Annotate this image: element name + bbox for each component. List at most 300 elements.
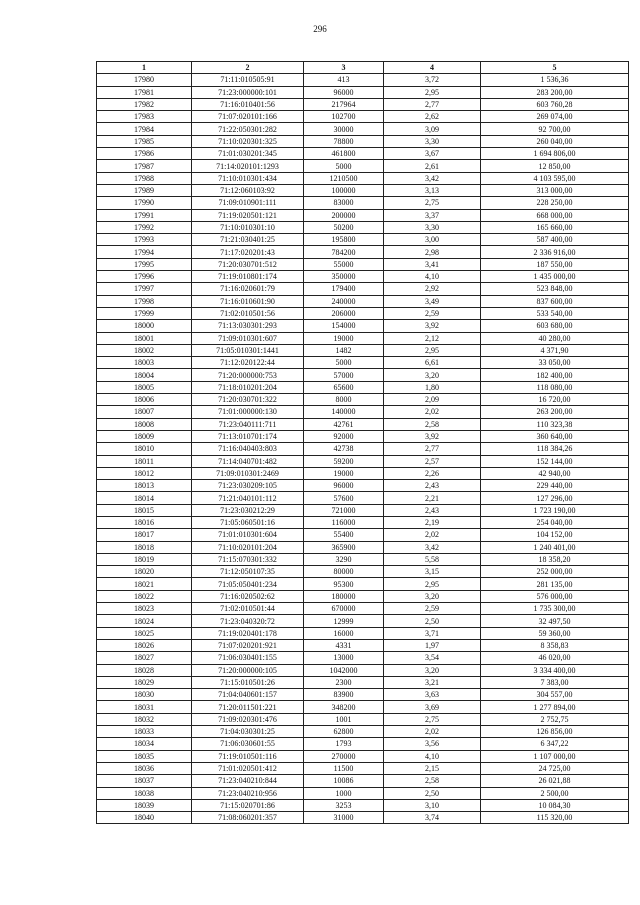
area-cell: 217964 bbox=[304, 98, 384, 110]
area-cell: 140000 bbox=[304, 406, 384, 418]
area-cell: 1482 bbox=[304, 344, 384, 356]
row-number-cell: 18036 bbox=[97, 762, 192, 774]
cadastral-number-cell: 71:04:040601:157 bbox=[192, 689, 304, 701]
cadastral-number-cell: 71:17:020201:43 bbox=[192, 246, 304, 258]
area-cell: 270000 bbox=[304, 750, 384, 762]
cadastral-number-cell: 71:23:040111:711 bbox=[192, 418, 304, 430]
row-number-cell: 18034 bbox=[97, 738, 192, 750]
row-number-cell: 18006 bbox=[97, 394, 192, 406]
area-cell: 16000 bbox=[304, 627, 384, 639]
area-cell: 31000 bbox=[304, 812, 384, 824]
cadastral-number-cell: 71:09:010901:111 bbox=[192, 197, 304, 209]
table-row bbox=[97, 418, 629, 430]
table-row bbox=[97, 455, 629, 467]
area-cell: 59200 bbox=[304, 455, 384, 467]
rate-cell: 3,63 bbox=[384, 689, 481, 701]
row-number-cell: 17990 bbox=[97, 197, 192, 209]
row-number-cell: 18035 bbox=[97, 750, 192, 762]
cadastral-number-cell: 71:12:050107:35 bbox=[192, 566, 304, 578]
value-cell: 1 240 401,00 bbox=[481, 541, 629, 553]
table-row bbox=[97, 467, 629, 479]
row-number-cell: 18038 bbox=[97, 787, 192, 799]
cadastral-number-cell: 71:14:020101:1293 bbox=[192, 160, 304, 172]
value-cell: 59 360,00 bbox=[481, 627, 629, 639]
rate-cell: 3,92 bbox=[384, 430, 481, 442]
value-cell: 281 135,00 bbox=[481, 578, 629, 590]
table-row bbox=[97, 148, 629, 160]
value-cell: 2 500,00 bbox=[481, 787, 629, 799]
cadastral-number-cell: 71:01:030201:345 bbox=[192, 148, 304, 160]
cadastral-number-cell: 71:05:010301:1441 bbox=[192, 344, 304, 356]
cadastral-number-cell: 71:09:010301:2469 bbox=[192, 467, 304, 479]
row-number-cell: 18022 bbox=[97, 590, 192, 602]
rate-cell: 3,30 bbox=[384, 135, 481, 147]
value-cell: 40 280,00 bbox=[481, 332, 629, 344]
row-number-cell: 18032 bbox=[97, 713, 192, 725]
row-number-cell: 18019 bbox=[97, 553, 192, 565]
value-cell: 1 435 000,00 bbox=[481, 271, 629, 283]
table-row bbox=[97, 639, 629, 651]
table-row bbox=[97, 541, 629, 553]
row-number-cell: 18016 bbox=[97, 516, 192, 528]
table-row bbox=[97, 590, 629, 602]
value-cell: 4 103 595,00 bbox=[481, 172, 629, 184]
value-cell: 313 000,00 bbox=[481, 184, 629, 196]
area-cell: 96000 bbox=[304, 86, 384, 98]
row-number-cell: 18026 bbox=[97, 639, 192, 651]
table-row bbox=[97, 221, 629, 233]
row-number-cell: 17988 bbox=[97, 172, 192, 184]
row-number-cell: 17994 bbox=[97, 246, 192, 258]
area-cell: 57000 bbox=[304, 369, 384, 381]
value-cell: 182 400,00 bbox=[481, 369, 629, 381]
value-cell: 33 050,00 bbox=[481, 357, 629, 369]
area-cell: 413 bbox=[304, 74, 384, 86]
row-number-cell: 18021 bbox=[97, 578, 192, 590]
table-row bbox=[97, 652, 629, 664]
cadastral-number-cell: 71:02:010501:56 bbox=[192, 307, 304, 319]
cadastral-number-cell: 71:15:010501:26 bbox=[192, 676, 304, 688]
cadastral-number-cell: 71:19:020401:178 bbox=[192, 627, 304, 639]
area-cell: 2300 bbox=[304, 676, 384, 688]
row-number-cell: 18023 bbox=[97, 603, 192, 615]
rate-cell: 1,97 bbox=[384, 639, 481, 651]
row-number-cell: 17991 bbox=[97, 209, 192, 221]
value-cell: 46 020,00 bbox=[481, 652, 629, 664]
table-row bbox=[97, 516, 629, 528]
value-cell: 533 540,00 bbox=[481, 307, 629, 319]
table-row bbox=[97, 234, 629, 246]
rate-cell: 2,58 bbox=[384, 418, 481, 430]
rate-cell: 3,15 bbox=[384, 566, 481, 578]
rate-cell: 3,20 bbox=[384, 369, 481, 381]
rate-cell: 2,62 bbox=[384, 111, 481, 123]
value-cell: 18 358,20 bbox=[481, 553, 629, 565]
rate-cell: 3,13 bbox=[384, 184, 481, 196]
row-number-cell: 18033 bbox=[97, 726, 192, 738]
area-cell: 195800 bbox=[304, 234, 384, 246]
table-row bbox=[97, 98, 629, 110]
cadastral-number-cell: 71:06:030601:55 bbox=[192, 738, 304, 750]
area-cell: 65600 bbox=[304, 381, 384, 393]
rate-cell: 2,59 bbox=[384, 307, 481, 319]
value-cell: 360 640,00 bbox=[481, 430, 629, 442]
cadastral-number-cell: 71:05:060501:16 bbox=[192, 516, 304, 528]
value-cell: 104 152,00 bbox=[481, 529, 629, 541]
table-row bbox=[97, 738, 629, 750]
area-cell: 1042000 bbox=[304, 664, 384, 676]
row-number-cell: 17992 bbox=[97, 221, 192, 233]
rate-cell: 2,02 bbox=[384, 406, 481, 418]
table-row bbox=[97, 480, 629, 492]
rate-cell: 2,26 bbox=[384, 467, 481, 479]
cadastral-number-cell: 71:19:010801:174 bbox=[192, 271, 304, 283]
table-row bbox=[97, 430, 629, 442]
rate-cell: 3,72 bbox=[384, 74, 481, 86]
rate-cell: 3,20 bbox=[384, 664, 481, 676]
row-number-cell: 17985 bbox=[97, 135, 192, 147]
table-row bbox=[97, 111, 629, 123]
row-number-cell: 18030 bbox=[97, 689, 192, 701]
area-cell: 461800 bbox=[304, 148, 384, 160]
rate-cell: 2,75 bbox=[384, 197, 481, 209]
value-cell: 603 760,28 bbox=[481, 98, 629, 110]
cadastral-number-cell: 71:06:030401:155 bbox=[192, 652, 304, 664]
cadastral-number-cell: 71:11:010505:91 bbox=[192, 74, 304, 86]
row-number-cell: 18008 bbox=[97, 418, 192, 430]
column-header-1: 1 bbox=[97, 62, 192, 74]
table-row bbox=[97, 172, 629, 184]
rate-cell: 2,50 bbox=[384, 787, 481, 799]
row-number-cell: 18024 bbox=[97, 615, 192, 627]
row-number-cell: 18017 bbox=[97, 529, 192, 541]
row-number-cell: 18013 bbox=[97, 480, 192, 492]
cadastral-number-cell: 71:23:000000:101 bbox=[192, 86, 304, 98]
area-cell: 1000 bbox=[304, 787, 384, 799]
table-row bbox=[97, 320, 629, 332]
value-cell: 668 000,00 bbox=[481, 209, 629, 221]
rate-cell: 3,10 bbox=[384, 799, 481, 811]
value-cell: 4 371,90 bbox=[481, 344, 629, 356]
cadastral-number-cell: 71:04:030301:25 bbox=[192, 726, 304, 738]
value-cell: 263 200,00 bbox=[481, 406, 629, 418]
area-cell: 1793 bbox=[304, 738, 384, 750]
cadastral-number-cell: 71:08:060201:357 bbox=[192, 812, 304, 824]
row-number-cell: 17998 bbox=[97, 295, 192, 307]
area-cell: 10086 bbox=[304, 775, 384, 787]
table-row bbox=[97, 615, 629, 627]
rate-cell: 3,09 bbox=[384, 123, 481, 135]
row-number-cell: 18037 bbox=[97, 775, 192, 787]
rate-cell: 2,02 bbox=[384, 529, 481, 541]
area-cell: 1001 bbox=[304, 713, 384, 725]
table-row bbox=[97, 726, 629, 738]
cadastral-number-cell: 71:23:040210:844 bbox=[192, 775, 304, 787]
rate-cell: 3,92 bbox=[384, 320, 481, 332]
cadastral-number-cell: 71:13:030301:293 bbox=[192, 320, 304, 332]
area-cell: 96000 bbox=[304, 480, 384, 492]
table-row bbox=[97, 135, 629, 147]
area-cell: 180000 bbox=[304, 590, 384, 602]
area-cell: 365900 bbox=[304, 541, 384, 553]
value-cell: 252 000,00 bbox=[481, 566, 629, 578]
rate-cell: 2,75 bbox=[384, 713, 481, 725]
value-cell: 1 723 190,00 bbox=[481, 504, 629, 516]
cadastral-number-cell: 71:01:020501:412 bbox=[192, 762, 304, 774]
value-cell: 269 074,00 bbox=[481, 111, 629, 123]
row-number-cell: 18025 bbox=[97, 627, 192, 639]
rate-cell: 2,02 bbox=[384, 726, 481, 738]
rate-cell: 2,61 bbox=[384, 160, 481, 172]
rate-cell: 2,43 bbox=[384, 480, 481, 492]
cadastral-number-cell: 71:01:010301:604 bbox=[192, 529, 304, 541]
area-cell: 5000 bbox=[304, 357, 384, 369]
rate-cell: 2,50 bbox=[384, 615, 481, 627]
rate-cell: 2,43 bbox=[384, 504, 481, 516]
page-number: 296 bbox=[313, 24, 327, 34]
area-cell: 11500 bbox=[304, 762, 384, 774]
table-row bbox=[97, 209, 629, 221]
cadastral-number-cell: 71:09:010301:607 bbox=[192, 332, 304, 344]
row-number-cell: 18039 bbox=[97, 799, 192, 811]
value-cell: 24 725,00 bbox=[481, 762, 629, 774]
row-number-cell: 17986 bbox=[97, 148, 192, 160]
rate-cell: 2,15 bbox=[384, 762, 481, 774]
area-cell: 784200 bbox=[304, 246, 384, 258]
value-cell: 187 550,00 bbox=[481, 258, 629, 270]
rate-cell: 2,98 bbox=[384, 246, 481, 258]
rate-cell: 2,09 bbox=[384, 394, 481, 406]
area-cell: 102700 bbox=[304, 111, 384, 123]
area-cell: 179400 bbox=[304, 283, 384, 295]
row-number-cell: 17982 bbox=[97, 98, 192, 110]
rate-cell: 2,92 bbox=[384, 283, 481, 295]
rate-cell: 3,30 bbox=[384, 221, 481, 233]
table-row bbox=[97, 812, 629, 824]
table-row bbox=[97, 86, 629, 98]
rate-cell: 3,67 bbox=[384, 148, 481, 160]
rate-cell: 3,00 bbox=[384, 234, 481, 246]
row-number-cell: 17995 bbox=[97, 258, 192, 270]
row-number-cell: 18010 bbox=[97, 443, 192, 455]
rate-cell: 3,69 bbox=[384, 701, 481, 713]
value-cell: 2 752,75 bbox=[481, 713, 629, 725]
cadastral-number-cell: 71:07:020201:921 bbox=[192, 639, 304, 651]
cadastral-number-cell: 71:23:040210:956 bbox=[192, 787, 304, 799]
table-row bbox=[97, 258, 629, 270]
row-number-cell: 18000 bbox=[97, 320, 192, 332]
column-header-5: 5 bbox=[481, 62, 629, 74]
area-cell: 8000 bbox=[304, 394, 384, 406]
row-number-cell: 17999 bbox=[97, 307, 192, 319]
cadastral-number-cell: 71:05:050401:234 bbox=[192, 578, 304, 590]
cadastral-number-cell: 71:20:030701:512 bbox=[192, 258, 304, 270]
cadastral-number-cell: 71:23:040320:72 bbox=[192, 615, 304, 627]
cadastral-number-cell: 71:20:030701:322 bbox=[192, 394, 304, 406]
table-row bbox=[97, 799, 629, 811]
cadastral-number-cell: 71:14:040701:482 bbox=[192, 455, 304, 467]
row-number-cell: 17987 bbox=[97, 160, 192, 172]
column-header-4: 4 bbox=[384, 62, 481, 74]
cadastral-number-cell: 71:01:000000:130 bbox=[192, 406, 304, 418]
cadastral-number-cell: 71:02:010501:44 bbox=[192, 603, 304, 615]
area-cell: 206000 bbox=[304, 307, 384, 319]
rate-cell: 3,49 bbox=[384, 295, 481, 307]
table-row bbox=[97, 603, 629, 615]
table-row bbox=[97, 197, 629, 209]
cadastral-number-cell: 71:20:000000:753 bbox=[192, 369, 304, 381]
rate-cell: 6,61 bbox=[384, 357, 481, 369]
cadastral-number-cell: 71:16:020502:62 bbox=[192, 590, 304, 602]
table-row bbox=[97, 406, 629, 418]
area-cell: 55000 bbox=[304, 258, 384, 270]
row-number-cell: 17993 bbox=[97, 234, 192, 246]
table-row bbox=[97, 578, 629, 590]
rate-cell: 2,95 bbox=[384, 578, 481, 590]
value-cell: 587 400,00 bbox=[481, 234, 629, 246]
cadastral-number-cell: 71:23:030212:29 bbox=[192, 504, 304, 516]
rate-cell: 3,74 bbox=[384, 812, 481, 824]
cadastral-number-cell: 71:22:050301:282 bbox=[192, 123, 304, 135]
row-number-cell: 18031 bbox=[97, 701, 192, 713]
rate-cell: 2,12 bbox=[384, 332, 481, 344]
area-cell: 240000 bbox=[304, 295, 384, 307]
value-cell: 228 250,00 bbox=[481, 197, 629, 209]
table-row bbox=[97, 553, 629, 565]
table-row bbox=[97, 295, 629, 307]
area-cell: 42738 bbox=[304, 443, 384, 455]
area-cell: 3253 bbox=[304, 799, 384, 811]
value-cell: 1 107 000,00 bbox=[481, 750, 629, 762]
rate-cell: 3,42 bbox=[384, 541, 481, 553]
table-row bbox=[97, 689, 629, 701]
table-row bbox=[97, 394, 629, 406]
row-number-cell: 18004 bbox=[97, 369, 192, 381]
rate-cell: 3,41 bbox=[384, 258, 481, 270]
value-cell: 1 277 894,00 bbox=[481, 701, 629, 713]
rate-cell: 3,71 bbox=[384, 627, 481, 639]
table-body bbox=[97, 74, 629, 824]
cadastral-number-cell: 71:10:020301:325 bbox=[192, 135, 304, 147]
table-row bbox=[97, 74, 629, 86]
value-cell: 127 296,00 bbox=[481, 492, 629, 504]
value-cell: 42 940,00 bbox=[481, 467, 629, 479]
row-number-cell: 17989 bbox=[97, 184, 192, 196]
rate-cell: 4,10 bbox=[384, 271, 481, 283]
area-cell: 3290 bbox=[304, 553, 384, 565]
table-row bbox=[97, 762, 629, 774]
rate-cell: 2,57 bbox=[384, 455, 481, 467]
cadastral-number-cell: 71:15:020701:86 bbox=[192, 799, 304, 811]
value-cell: 152 144,00 bbox=[481, 455, 629, 467]
cadastral-number-cell: 71:16:040403:803 bbox=[192, 443, 304, 455]
area-cell: 80000 bbox=[304, 566, 384, 578]
area-cell: 350000 bbox=[304, 271, 384, 283]
area-cell: 57600 bbox=[304, 492, 384, 504]
table-row bbox=[97, 504, 629, 516]
value-cell: 118 384,26 bbox=[481, 443, 629, 455]
area-cell: 154000 bbox=[304, 320, 384, 332]
cadastral-number-cell: 71:10:010301:10 bbox=[192, 221, 304, 233]
rate-cell: 5,58 bbox=[384, 553, 481, 565]
row-number-cell: 18005 bbox=[97, 381, 192, 393]
row-number-cell: 17996 bbox=[97, 271, 192, 283]
value-cell: 110 323,38 bbox=[481, 418, 629, 430]
area-cell: 19000 bbox=[304, 332, 384, 344]
value-cell: 2 336 916,00 bbox=[481, 246, 629, 258]
table-row bbox=[97, 566, 629, 578]
rate-cell: 2,58 bbox=[384, 775, 481, 787]
table-row bbox=[97, 750, 629, 762]
row-number-cell: 18020 bbox=[97, 566, 192, 578]
table-row bbox=[97, 184, 629, 196]
rate-cell: 2,21 bbox=[384, 492, 481, 504]
area-cell: 200000 bbox=[304, 209, 384, 221]
table-row bbox=[97, 701, 629, 713]
rate-cell: 2,19 bbox=[384, 516, 481, 528]
value-cell: 6 347,22 bbox=[481, 738, 629, 750]
area-cell: 83900 bbox=[304, 689, 384, 701]
row-number-cell: 17997 bbox=[97, 283, 192, 295]
value-cell: 3 334 400,00 bbox=[481, 664, 629, 676]
row-number-cell: 18011 bbox=[97, 455, 192, 467]
cadastral-number-cell: 71:16:010601:90 bbox=[192, 295, 304, 307]
rate-cell: 3,21 bbox=[384, 676, 481, 688]
rate-cell: 4,10 bbox=[384, 750, 481, 762]
table-row bbox=[97, 123, 629, 135]
table-row bbox=[97, 332, 629, 344]
area-cell: 62800 bbox=[304, 726, 384, 738]
value-cell: 26 021,88 bbox=[481, 775, 629, 787]
value-cell: 229 440,00 bbox=[481, 480, 629, 492]
cadastral-number-cell: 71:13:010701:174 bbox=[192, 430, 304, 442]
area-cell: 30000 bbox=[304, 123, 384, 135]
table-row bbox=[97, 344, 629, 356]
row-number-cell: 18028 bbox=[97, 664, 192, 676]
area-cell: 13000 bbox=[304, 652, 384, 664]
area-cell: 19000 bbox=[304, 467, 384, 479]
row-number-cell: 18040 bbox=[97, 812, 192, 824]
row-number-cell: 18027 bbox=[97, 652, 192, 664]
cadastral-number-cell: 71:21:040101:112 bbox=[192, 492, 304, 504]
row-number-cell: 18014 bbox=[97, 492, 192, 504]
area-cell: 42761 bbox=[304, 418, 384, 430]
table-row bbox=[97, 283, 629, 295]
row-number-cell: 18009 bbox=[97, 430, 192, 442]
value-cell: 12 850,00 bbox=[481, 160, 629, 172]
cadastral-number-cell: 71:19:010501:116 bbox=[192, 750, 304, 762]
data-table bbox=[96, 61, 629, 824]
cadastral-number-cell: 71:09:020301:476 bbox=[192, 713, 304, 725]
rate-cell: 2,77 bbox=[384, 98, 481, 110]
area-cell: 50200 bbox=[304, 221, 384, 233]
rate-cell: 2,95 bbox=[384, 86, 481, 98]
value-cell: 8 358,83 bbox=[481, 639, 629, 651]
row-number-cell: 18012 bbox=[97, 467, 192, 479]
row-number-cell: 18001 bbox=[97, 332, 192, 344]
value-cell: 92 700,00 bbox=[481, 123, 629, 135]
rate-cell: 2,77 bbox=[384, 443, 481, 455]
row-number-cell: 17984 bbox=[97, 123, 192, 135]
cadastral-number-cell: 71:07:020101:166 bbox=[192, 111, 304, 123]
table-row bbox=[97, 307, 629, 319]
value-cell: 7 383,00 bbox=[481, 676, 629, 688]
value-cell: 260 040,00 bbox=[481, 135, 629, 147]
table-row bbox=[97, 369, 629, 381]
value-cell: 576 000,00 bbox=[481, 590, 629, 602]
value-cell: 254 040,00 bbox=[481, 516, 629, 528]
value-cell: 1 735 300,00 bbox=[481, 603, 629, 615]
